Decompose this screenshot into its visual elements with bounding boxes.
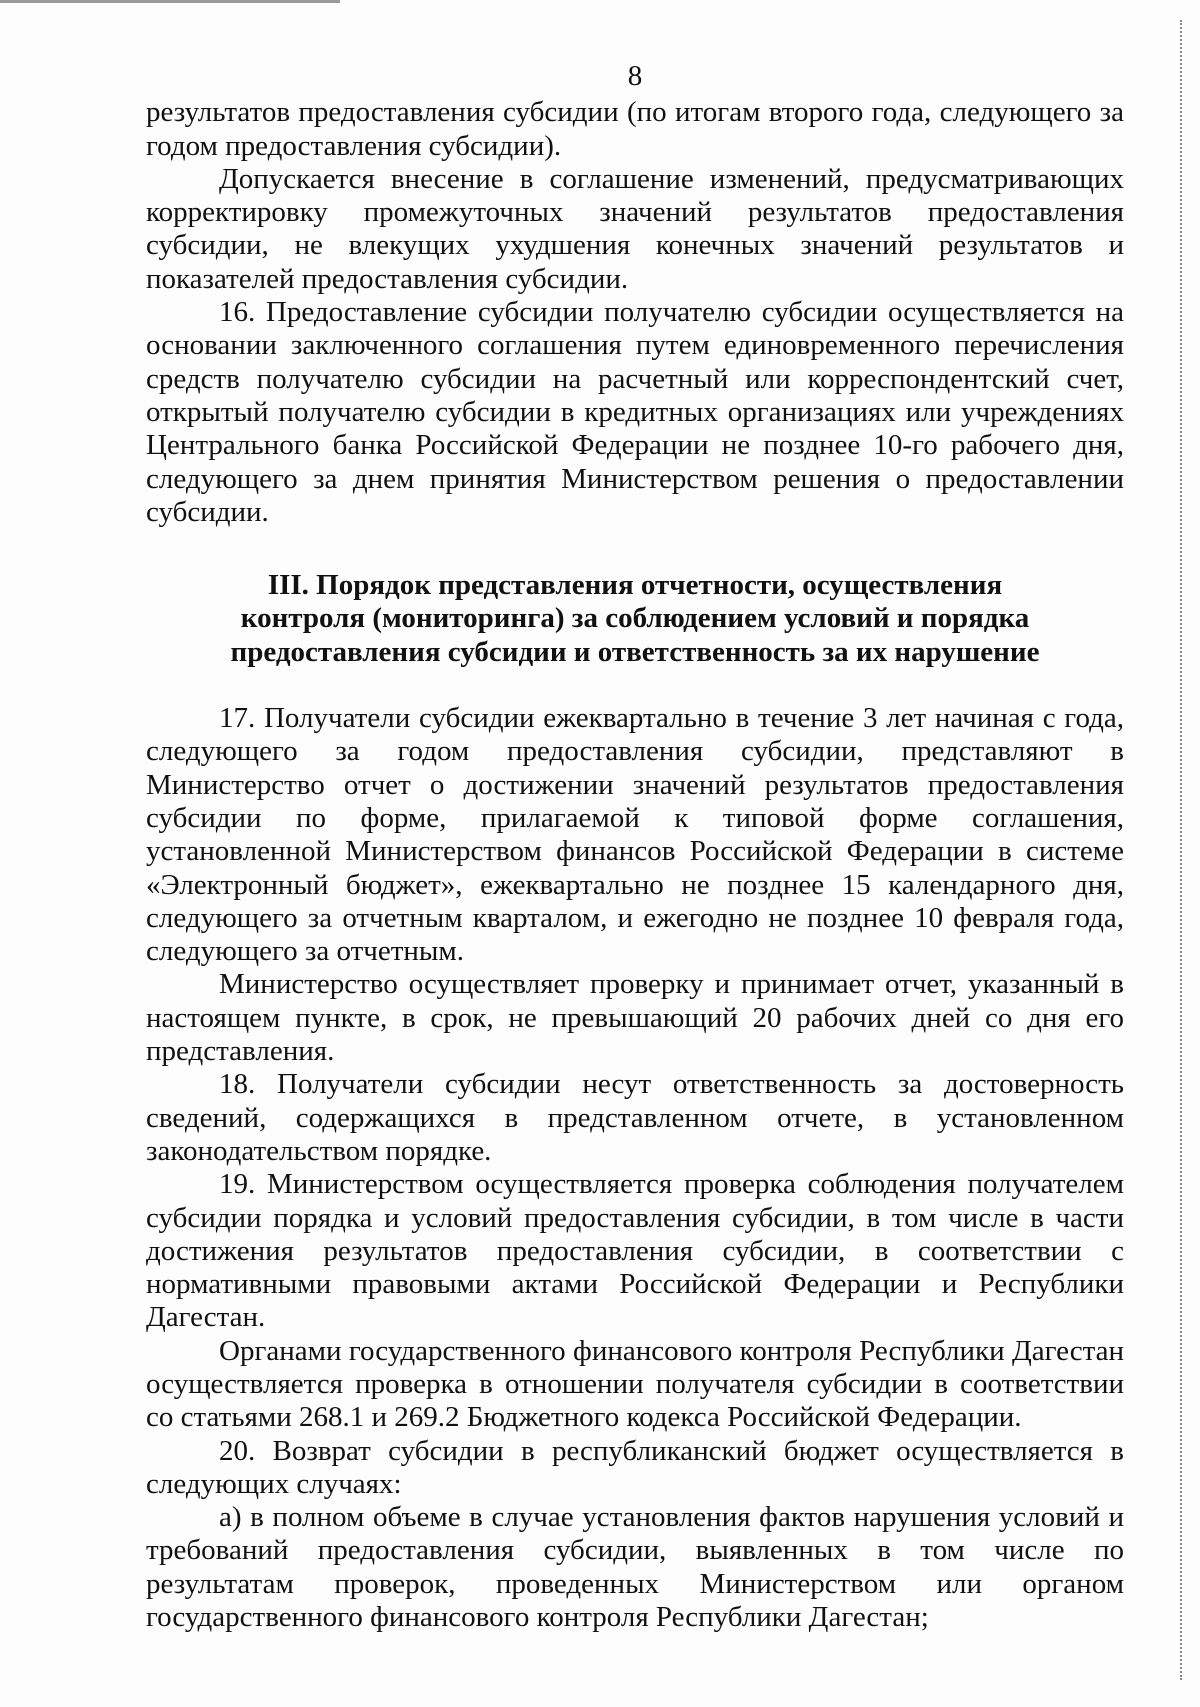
paragraph-16: 16. Предоставление субсидии получателю субсидии осуществляется на основании заключенного соглашения путем единовременного перечисления средств получателю субсидии на расчетный или корреспондентский счет, открытый получателю субсидии в кредитных организациях или учреждениях Центрального банка Российской Федерации не позднее 10-го рабочего дня, следующего за днем принятия Министерством решения о предоставлении субсидии. — [146, 296, 1124, 528]
paragraph-19: 19. Министерством осуществляется проверка соблюдения получателем субсидии порядка и условий предоставления субсидии, в том числе в части достижения результатов предоставления субсидии, в соответствии с нормативными правовыми актами Российской Федерации и Республики Дагестан. — [146, 1168, 1124, 1334]
section-heading-line-2: контроля (мониторинга) за соблюдением условий и порядка — [240, 602, 1030, 635]
section-heading — [146, 569, 1124, 669]
scan-edge-right — [1180, 20, 1182, 1680]
document-page — [146, 60, 1124, 1634]
paragraph-continuation: результатов предоставления субсидии (по итогам второго года, следующего за годом предоставления субсидии). — [146, 96, 1124, 162]
paragraph-18: 18. Получатели субсидии несут ответственность за достоверность сведений, содержащихся в представленном отчете, в установленном законодательством порядке. — [146, 1068, 1124, 1167]
paragraph-20-a: а) в полном объеме в случае установления фактов нарушения условий и требований предоставления субсидии, выявленных в том числе по результатам проверок, проведенных Министерством или органом государственного финансового контроля Республики Дагестан; — [146, 1501, 1124, 1634]
scan-edge-top — [0, 0, 340, 3]
paragraph-20: 20. Возврат субсидии в республиканский бюджет осуществляется в следующих случаях: — [146, 1434, 1124, 1500]
section-heading-line-1: III. Порядок представления отчетности, осуществления — [267, 569, 1003, 602]
paragraph-amendments: Допускается внесение в соглашение изменений, предусматривающих корректировку промежуточных значений результатов предоставления субсидии, не влекущих ухудшения конечных значений результатов и показателей предоставления субсидии. — [146, 162, 1124, 295]
section-heading-line-3: предоставления субсидии и ответственность за их нарушение — [230, 635, 1040, 668]
paragraph-report-check: Министерство осуществляет проверку и принимает отчет, указанный в настоящем пункте, в срок, не превышающий 20 рабочих дней со дня его представления. — [146, 968, 1124, 1068]
paragraph-financial-control: Органами государственного финансового контроля Республики Дагестан осуществляется проверка в отношении получателя субсидии в соответствии со статьями 268.1 и 269.2 Бюджетного кодекса Российской Федерации. — [146, 1334, 1124, 1434]
page-number: 8 — [627, 60, 643, 92]
paragraph-17: 17. Получатели субсидии ежеквартально в течение 3 лет начиная с года, следующего за годом предоставления субсидии, представляют в Министерство отчет о достижении значений результатов предоставления субсидии по форме, прилагаемой к типовой форме соглашения, установленной Министерством финансов Российской Федерации в системе «Электронный бюджет», ежеквартально не позднее 15 календарного дня, следующего за отчетным кварталом, и ежегодно не позднее 10 февраля года, следующего за отчетным. — [146, 702, 1124, 968]
